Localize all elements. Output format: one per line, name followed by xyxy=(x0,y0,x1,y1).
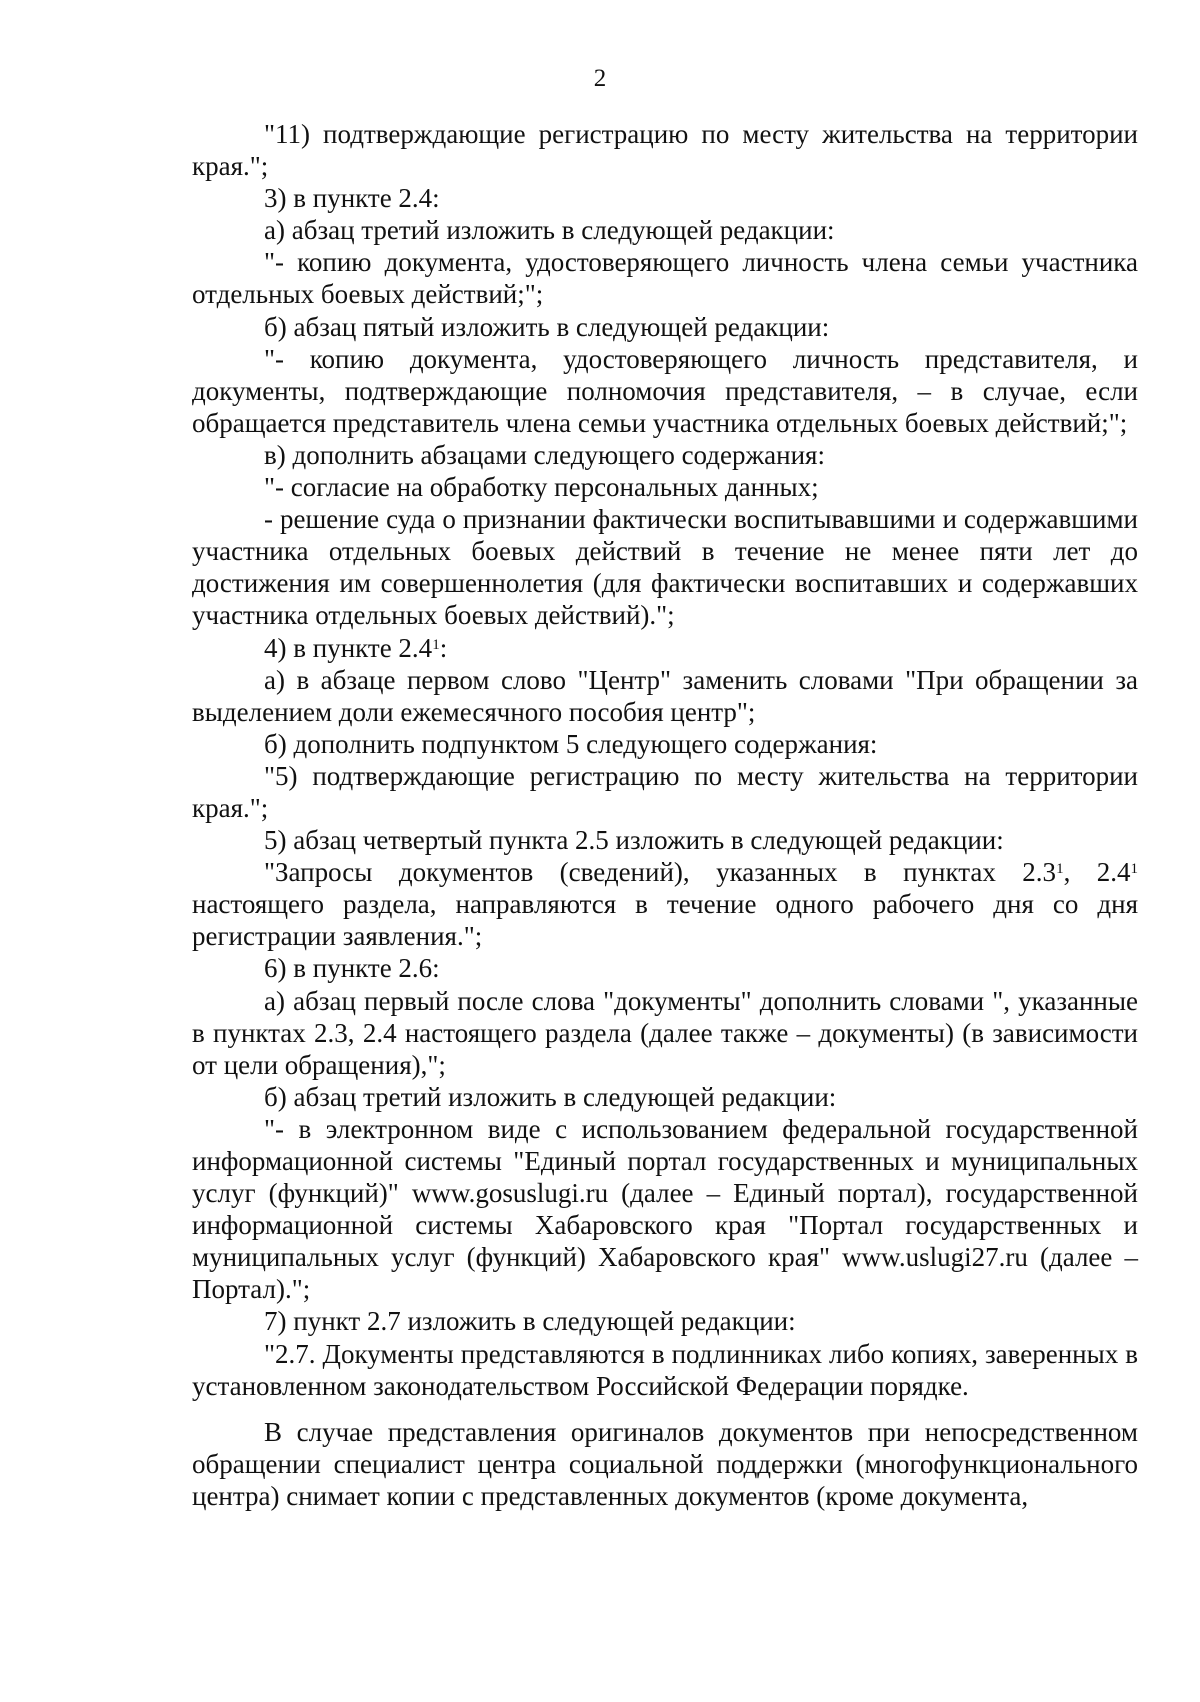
paragraph-11-registration: "11) подтверждающие регистрацию по месту жительства на территории края."; xyxy=(192,119,1138,182)
superscript: 1 xyxy=(1056,861,1064,878)
paragraph-3b: б) абзац пятый изложить в следующей редакции: xyxy=(264,311,830,342)
paragraph-5-text-part2: , 2.4 xyxy=(1063,857,1131,888)
paragraph-3v: в) дополнить абзацами следующего содержания: xyxy=(264,439,825,470)
paragraph-4b-text: "5) подтверждающие регистрацию по месту жительства на территории края."; xyxy=(192,760,1138,823)
paragraph-item-7: 7) пункт 2.7 изложить в следующей редакции: xyxy=(264,1306,796,1337)
paragraph-item-3: 3) в пункте 2.4: xyxy=(264,183,440,214)
paragraph-item-6: 6) в пункте 2.6: xyxy=(264,953,440,984)
paragraph-item-4 xyxy=(192,632,1138,664)
paragraph-3v-consent: "- согласие на обработку персональных данных; xyxy=(264,472,819,503)
paragraph-originals: В случае представления оригиналов документов при непосредственном обращении специалист центра социальной поддержки (многофункционального центра) снимает копии с представленных документов (кроме документа, xyxy=(192,1416,1138,1511)
paragraph-2-7: "2.7. Документы представляются в подлинниках либо копиях, заверенных в установленном законодательством Российской Федерации порядке. xyxy=(192,1338,1138,1401)
paragraph-4b: б) дополнить подпунктом 5 следующего содержания: xyxy=(264,728,878,759)
paragraph-3a: а) абзац третий изложить в следующей редакции: xyxy=(264,215,835,246)
paragraph-3b-text: "- копию документа, удостоверяющего личность представителя, и документы, подтверждающие полномочия представителя, – в случае, если обращается представитель члена семьи участника отдельных боевых действий;"; xyxy=(192,343,1138,438)
superscript: 1 xyxy=(1130,861,1139,878)
paragraph-6a: а) абзац первый после слова "документы" дополнить словами ", указанные в пунктах 2.3, 2.4 настоящего раздела (далее также – документы) (в зависимости от цели обращения),"; xyxy=(192,985,1138,1080)
paragraph-5-text-part3: настоящего раздела, направляются в течение одного рабочего дня со дня регистрации заявления."; xyxy=(192,889,1138,952)
superscript: 1 xyxy=(432,636,440,653)
paragraph-item-5: 5) абзац четвертый пункта 2.5 изложить в следующей редакции: xyxy=(264,825,1004,856)
paragraph-6b-text: "- в электронном виде с использованием федеральной государственной информационной системы "Единый портал государственных и муниципальных услуг (функций)" www.gosuslugi.ru (далее – Единый портал), государственной информационной системы Хабаровского края "Портал государственных и муниципальных услуг (функций) Хабаровского края" www.uslugi27.ru (далее – Портал)."; xyxy=(192,1113,1138,1305)
document-body xyxy=(192,118,1138,1512)
paragraph-5-text xyxy=(192,856,1138,952)
paragraph-3a-text: "- копию документа, удостоверяющего личность члена семьи участника отдельных боевых действий;"; xyxy=(192,247,1138,310)
paragraph-item-4-text: 4) в пункте 2.4 xyxy=(264,632,433,663)
paragraph-6b: б) абзац третий изложить в следующей редакции: xyxy=(264,1081,837,1112)
paragraph-3v-court-decision: - решение суда о признании фактически воспитывавшими и содержавшими участника отдельных боевых действий в течение не менее пяти лет до достижения им совершеннолетия (для фактически воспитавших и содержавших участника отдельных боевых действий)."; xyxy=(192,504,1138,631)
paragraph-item-4-colon: : xyxy=(439,632,448,663)
page-number: 2 xyxy=(593,65,607,92)
paragraph-4a: а) в абзаце первом слово "Центр" заменить словами "При обращении за выделением доли ежемесячного пособия центр"; xyxy=(192,664,1138,727)
paragraph-5-text-part1: "Запросы документов (сведений), указанных в пунктах 2.3 xyxy=(264,857,1057,888)
